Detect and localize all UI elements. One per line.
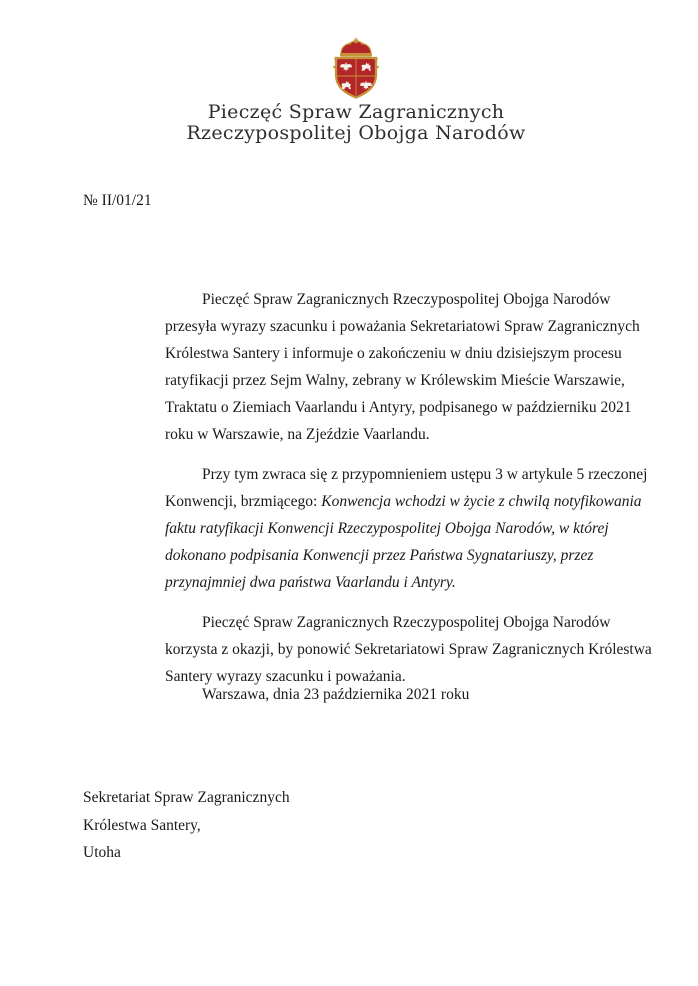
body-line: [165, 515, 637, 542]
body-text: korzysta z okazji, by ponowić Sekretariatowi Spraw Zagranicznych Królestwa: [165, 641, 652, 658]
signature-block: [83, 784, 290, 867]
paragraph: [165, 461, 648, 596]
dateline: Warszawa, dnia 23 października 2021 roku: [202, 686, 470, 703]
body-text: ratyfikacji przez Sejm Walny, zebrany w Królewskim Mieście Warszawie,: [165, 372, 625, 389]
letterhead-title-line1: Pieczęć Spraw Zagranicznych: [207, 101, 505, 123]
body-line: [165, 569, 637, 596]
letterhead-title: [7, 102, 698, 144]
paragraph: [165, 609, 652, 690]
crown-icon: [341, 42, 371, 54]
body-line: [165, 340, 637, 367]
body-line: [165, 461, 648, 488]
body-text: Pieczęć Spraw Zagranicznych Rzeczypospolitej Obojga Narodów: [202, 291, 611, 308]
quoted-clause-text: faktu ratyfikacji Konwencji Rzeczypospolitej Obojga Narodów, w której: [165, 520, 609, 537]
paragraph: [165, 286, 640, 448]
signature-line: Sekretariat Spraw Zagranicznych: [83, 789, 290, 806]
body-line: [165, 313, 640, 340]
body-text: przesyła wyrazy szacunku i poważania Sekretariatowi Spraw Zagranicznych: [165, 318, 640, 335]
quoted-clause-text: dokonano podpisania Konwencji przez Państwa Sygnatariuszy, przez: [165, 547, 594, 564]
body-text: Santery wyrazy szacunku i poważania.: [165, 668, 406, 685]
body-line: [165, 286, 637, 313]
body-text: Konwencji, brzmiącego:: [165, 493, 322, 510]
quoted-clause-text: przynajmniej dwa państwa Vaarlandu i Antyry.: [165, 574, 456, 591]
letterhead-title-line2: Rzeczypospolitej Obojga Narodów: [186, 122, 526, 144]
body-line: [165, 421, 637, 448]
body-text: Traktatu o Ziemiach Vaarlandu i Antyry, podpisanego w październiku 2021: [165, 399, 632, 416]
body-line: [165, 636, 652, 663]
coat-of-arms-icon: [328, 37, 384, 99]
signature-line: Utoha: [83, 844, 121, 861]
letter-body: [165, 286, 652, 703]
body-text: Pieczęć Spraw Zagranicznych Rzeczypospolitej Obojga Narodów: [202, 614, 611, 631]
body-line: [165, 542, 637, 569]
body-line: [165, 488, 642, 515]
quoted-clause-text: Konwencja wchodzi w życie z chwilą notyfikowania: [321, 493, 642, 510]
body-line: [165, 394, 637, 421]
signature-line: Królestwa Santery,: [83, 816, 201, 834]
body-text: Przy tym zwraca się z przypomnieniem ustępu 3 w artykule 5 rzeczonej: [202, 466, 648, 483]
reference-number: № II/01/21: [83, 192, 152, 209]
body-line: [165, 609, 637, 636]
body-text: Królestwa Santery i informuje o zakończeniu w dniu dzisiejszym procesu: [165, 345, 622, 362]
letterhead: [7, 37, 698, 144]
body-line: [165, 367, 637, 394]
body-text: roku w Warszawie, na Zjeździe Vaarlandu.: [165, 426, 430, 443]
